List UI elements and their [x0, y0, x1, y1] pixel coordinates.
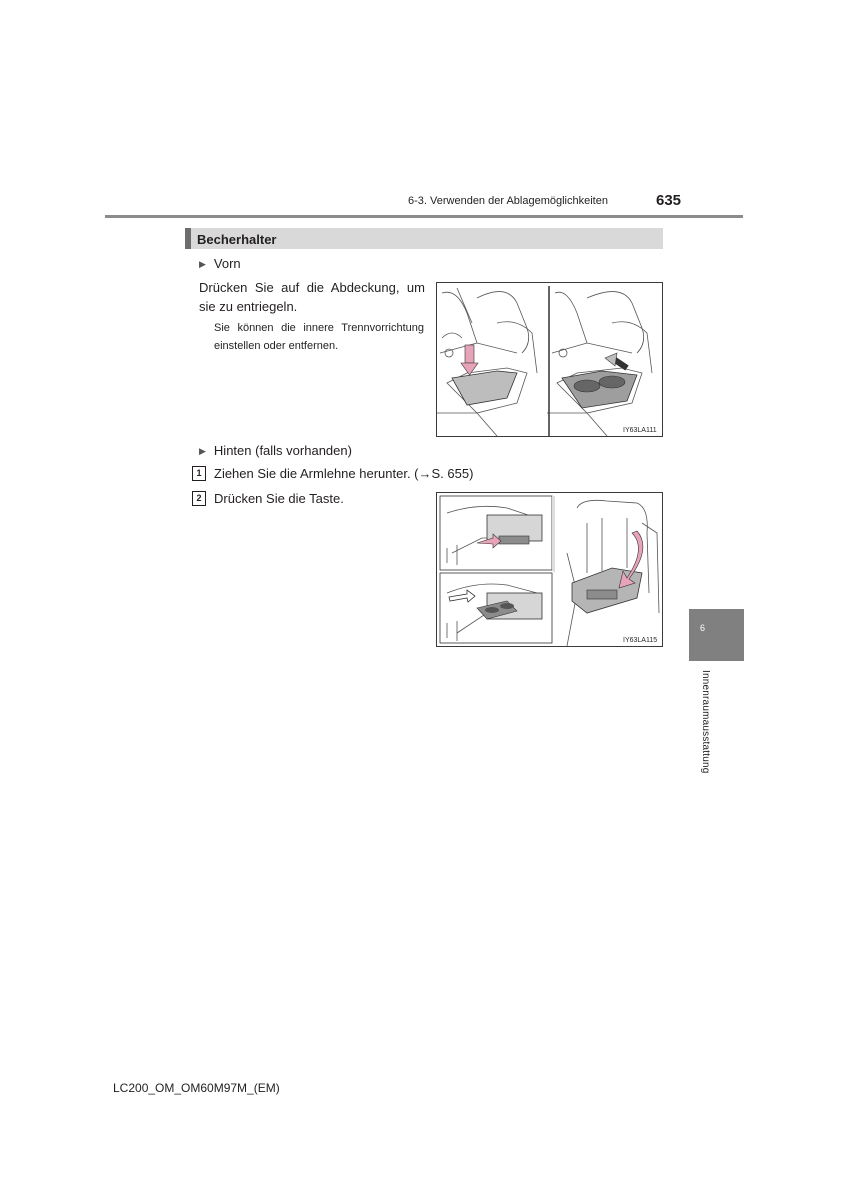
front-cupholder-figure: [436, 282, 663, 437]
rear-bullet: [199, 443, 352, 458]
front-bullet: [199, 256, 241, 271]
step-number-box: 1: [192, 466, 206, 481]
triangle-bullet-icon: ▶: [199, 446, 206, 456]
rear-bullet-label: Hinten (falls vorhanden): [213, 443, 352, 458]
front-note: Sie können die innere Trennvorrichtung einstellen oder entfernen.: [214, 322, 424, 352]
rear-cupholder-figure: [436, 492, 663, 647]
chapter-number: 6: [700, 623, 706, 633]
step-1-text: Ziehen Sie die Armlehne herunter. (→S. 655): [214, 466, 474, 481]
chapter-label: Innenraumausstattung: [700, 670, 711, 774]
front-cupholder-illustration: [437, 283, 662, 436]
footer-code: LC200_OM_OM60M97M_(EM): [113, 1081, 280, 1095]
triangle-bullet-icon: ▶: [199, 259, 206, 269]
step-2-text: Drücken Sie die Taste.: [214, 491, 344, 506]
chapter-tab: [689, 609, 744, 661]
step-number-box: 2: [192, 491, 206, 506]
section-title: Becherhalter: [197, 232, 277, 247]
page-number: 635: [656, 192, 682, 209]
header-rule: [105, 215, 743, 218]
front-bullet-label: Vorn: [213, 256, 241, 271]
rear-cupholder-illustration: [437, 493, 662, 646]
front-instruction: Drücken Sie auf die Abdeckung, um sie zu entriegeln.: [199, 280, 425, 314]
figure-id: IY63LA115: [623, 637, 658, 644]
figure-id: IY63LA111: [623, 427, 657, 434]
running-header-section: 6-3. Verwenden der Ablagemöglichkeiten: [408, 195, 608, 207]
